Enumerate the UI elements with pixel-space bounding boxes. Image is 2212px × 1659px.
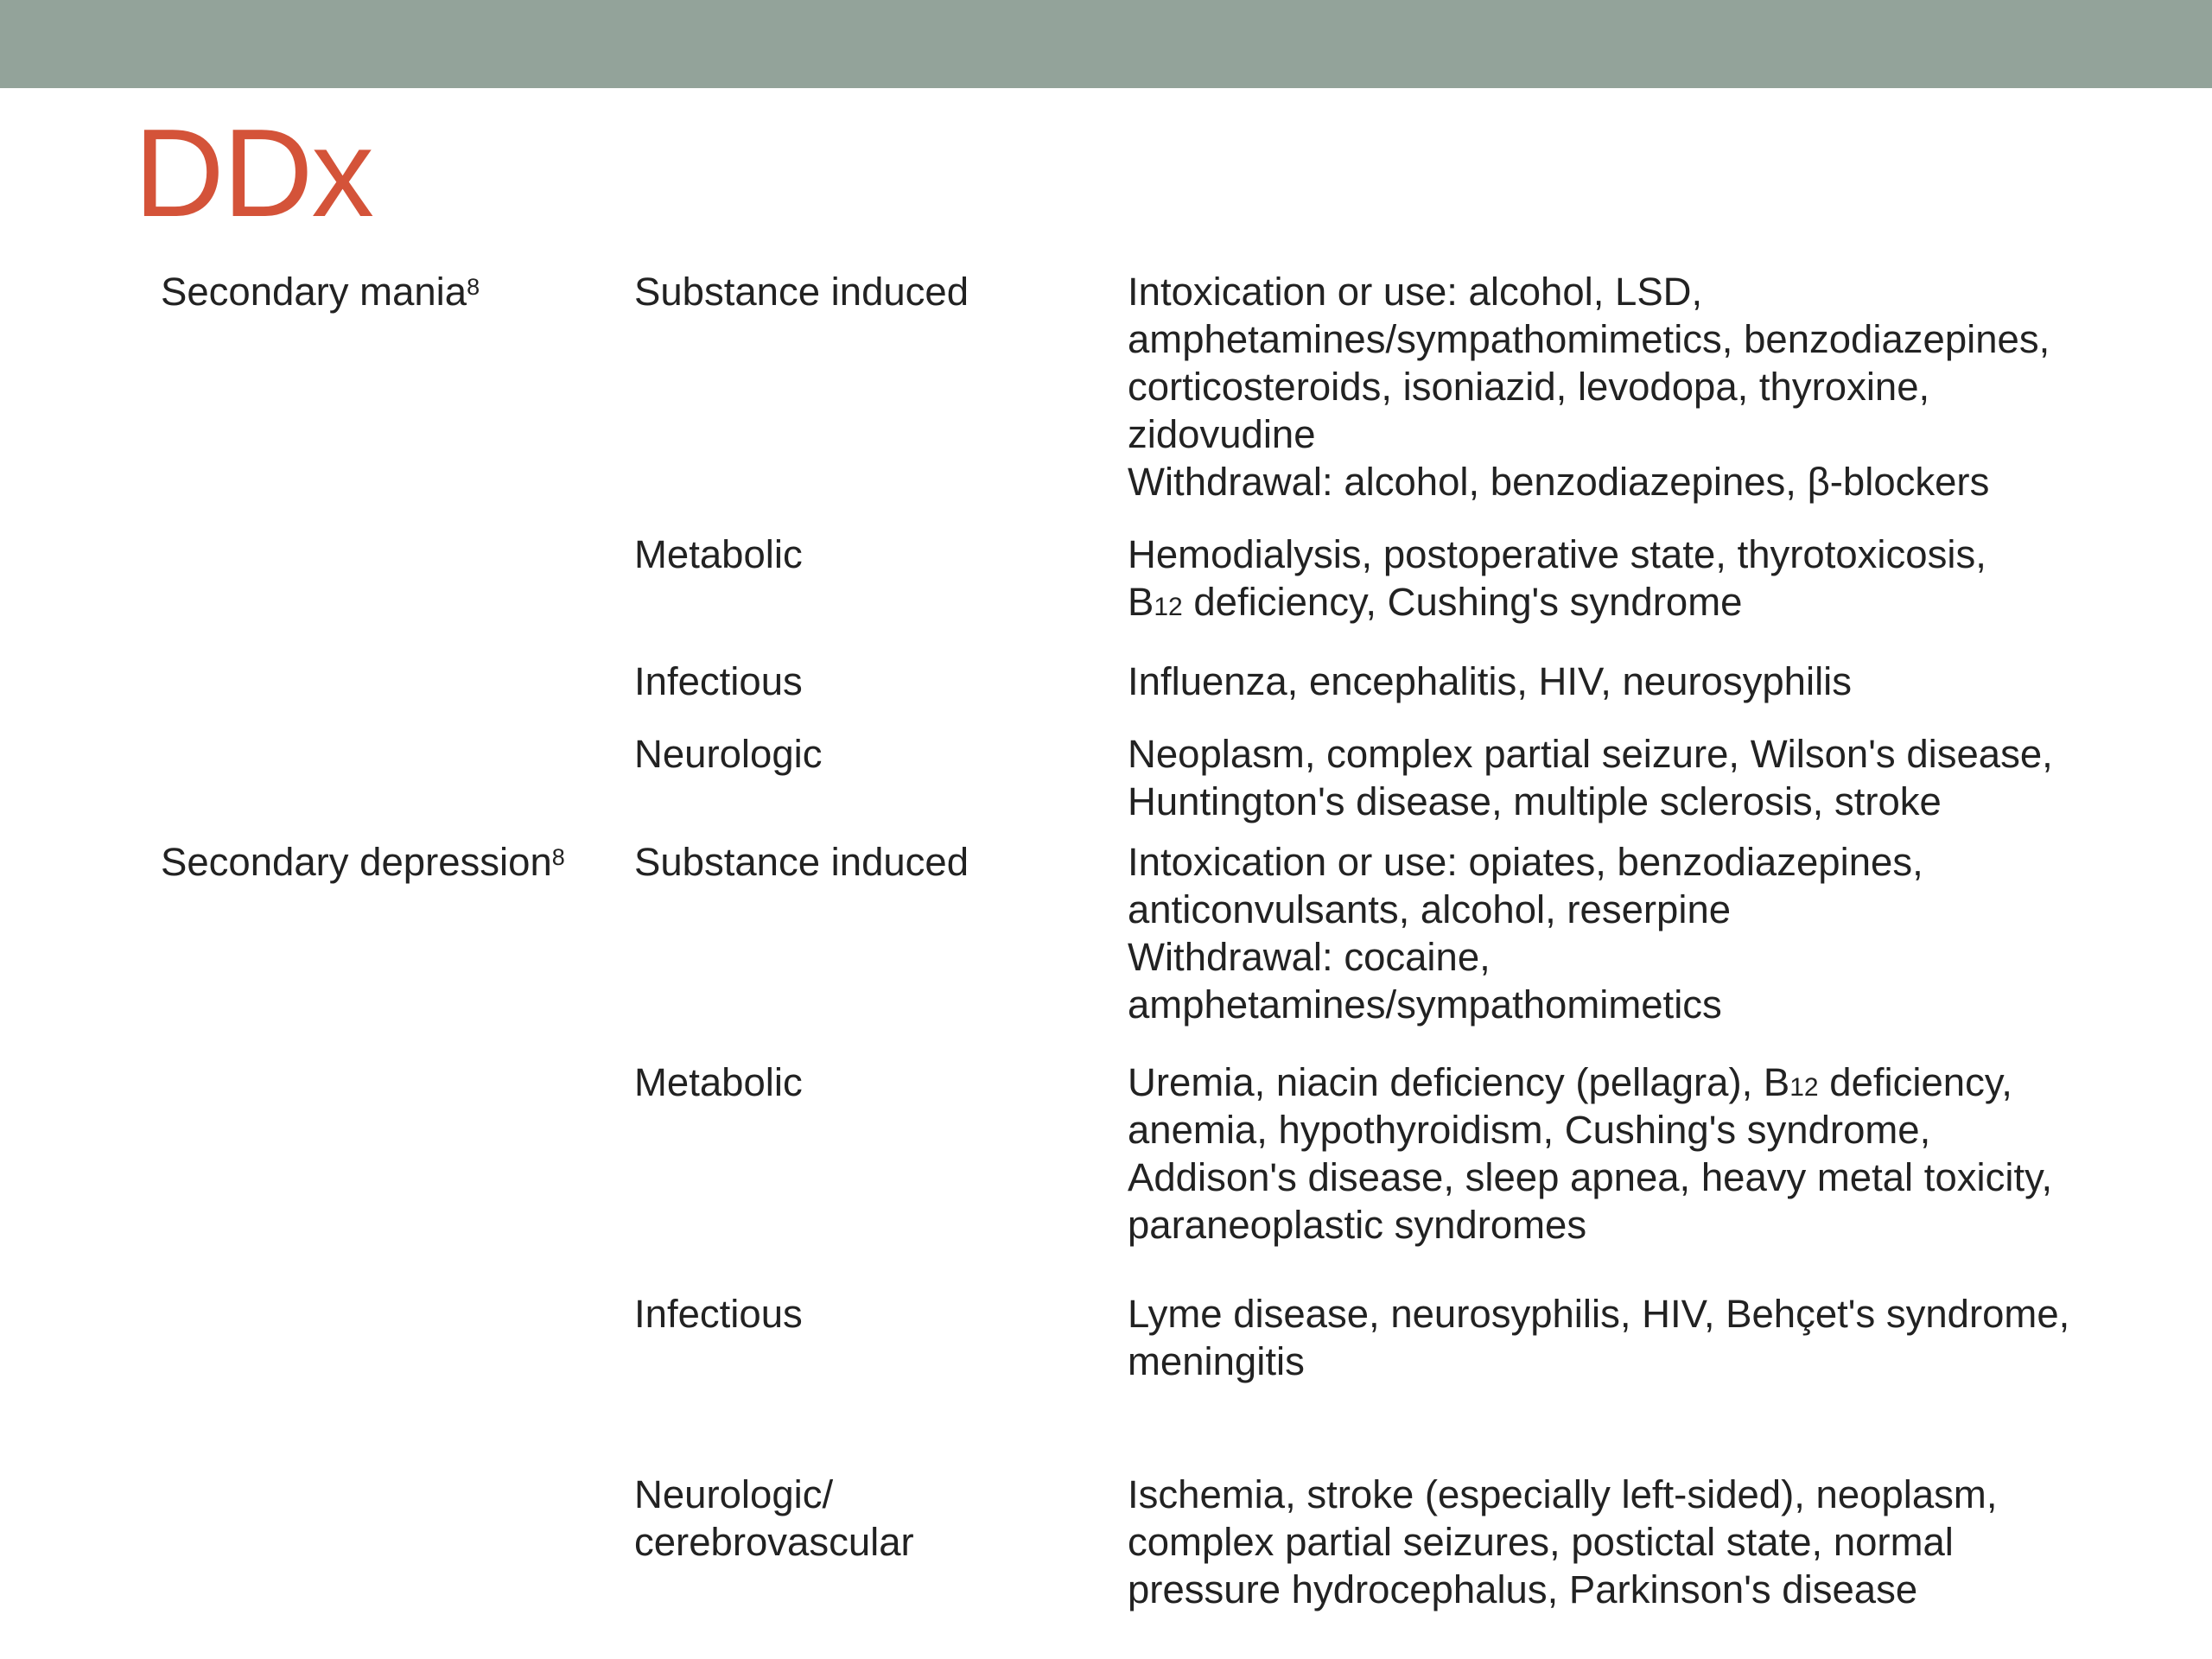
category-cell	[634, 268, 1066, 315]
category-label: Metabolic	[634, 1060, 803, 1104]
example-line: corticosteroids, isoniazid, levodopa, thyroxine,	[1128, 365, 1930, 409]
example-text: B	[1128, 580, 1154, 624]
condition-cell	[161, 838, 610, 886]
example-line: Hemodialysis, postoperative state, thyrotoxicosis,	[1128, 532, 1986, 576]
examples-cell	[1128, 730, 2113, 825]
category-label: Substance induced	[634, 840, 969, 884]
example-line: complex partial seizures, postictal state, normal	[1128, 1520, 1954, 1564]
category-label: Metabolic	[634, 532, 803, 576]
examples-cell	[1128, 268, 2113, 505]
example-line: Intoxication or use: alcohol, LSD,	[1128, 270, 1703, 314]
example-line: Intoxication or use: opiates, benzodiazepines,	[1128, 840, 1923, 884]
slide-title: DDx	[134, 103, 372, 243]
condition-label: Secondary depression	[161, 840, 552, 884]
example-line: paraneoplastic syndromes	[1128, 1203, 1587, 1247]
example-line: anticonvulsants, alcohol, reserpine	[1128, 887, 1732, 931]
category-cell	[634, 730, 1066, 778]
example-line: amphetamines/sympathomimetics, benzodiazepines,	[1128, 317, 2050, 361]
category-label: Infectious	[634, 1292, 803, 1336]
example-line: zidovudine	[1128, 412, 1316, 456]
examples-cell	[1128, 1058, 2113, 1249]
example-line: Neoplasm, complex partial seizure, Wilson's disease,	[1128, 732, 2053, 776]
category-cell	[634, 1471, 1066, 1566]
examples-cell	[1128, 658, 2113, 705]
reference-superscript: 8	[551, 844, 565, 870]
example-line: Lyme disease, neurosyphilis, HIV, Behçet's syndrome,	[1128, 1292, 2070, 1336]
examples-cell	[1128, 1471, 2113, 1613]
example-line: Ischemia, stroke (especially left-sided), neoplasm,	[1128, 1472, 1998, 1516]
condition-cell	[161, 268, 610, 315]
example-line: pressure hydrocephalus, Parkinson's disease	[1128, 1567, 1918, 1611]
category-label: Neurologic	[634, 732, 823, 776]
reference-superscript: 8	[467, 274, 480, 300]
example-text: deficiency,	[1818, 1060, 2012, 1104]
example-line: amphetamines/sympathomimetics	[1128, 982, 1722, 1027]
category-label: Substance induced	[634, 270, 969, 314]
subscript-12: 12	[1154, 593, 1183, 621]
examples-cell	[1128, 1290, 2113, 1385]
example-line	[1128, 578, 2113, 626]
category-cell	[634, 838, 1066, 886]
examples-cell	[1128, 531, 2113, 626]
subscript-12: 12	[1789, 1073, 1819, 1102]
example-line: Huntington's disease, multiple sclerosis, stroke	[1128, 779, 1942, 823]
category-label: Infectious	[634, 659, 803, 703]
example-text: Uremia, niacin deficiency (pellagra), B	[1128, 1060, 1790, 1104]
example-line: meningitis	[1128, 1339, 1305, 1383]
example-text: deficiency, Cushing's syndrome	[1182, 580, 1743, 624]
example-line: Withdrawal: cocaine,	[1128, 935, 1491, 979]
top-header-band	[0, 0, 2212, 88]
category-cell	[634, 1290, 1066, 1338]
category-cell	[634, 531, 1066, 578]
category-label: Neurologic/	[634, 1472, 834, 1516]
examples-cell	[1128, 838, 2113, 1028]
example-line	[1128, 1058, 2113, 1106]
example-line: Withdrawal: alcohol, benzodiazepines, β-blockers	[1128, 460, 1990, 504]
category-cell	[634, 658, 1066, 705]
example-line: anemia, hypothyroidism, Cushing's syndrome,	[1128, 1108, 1931, 1152]
example-line: Influenza, encephalitis, HIV, neurosyphilis	[1128, 659, 1853, 703]
category-label: cerebrovascular	[634, 1520, 914, 1564]
category-cell	[634, 1058, 1066, 1106]
example-line: Addison's disease, sleep apnea, heavy metal toxicity,	[1128, 1155, 2053, 1199]
condition-label: Secondary mania	[161, 270, 467, 314]
